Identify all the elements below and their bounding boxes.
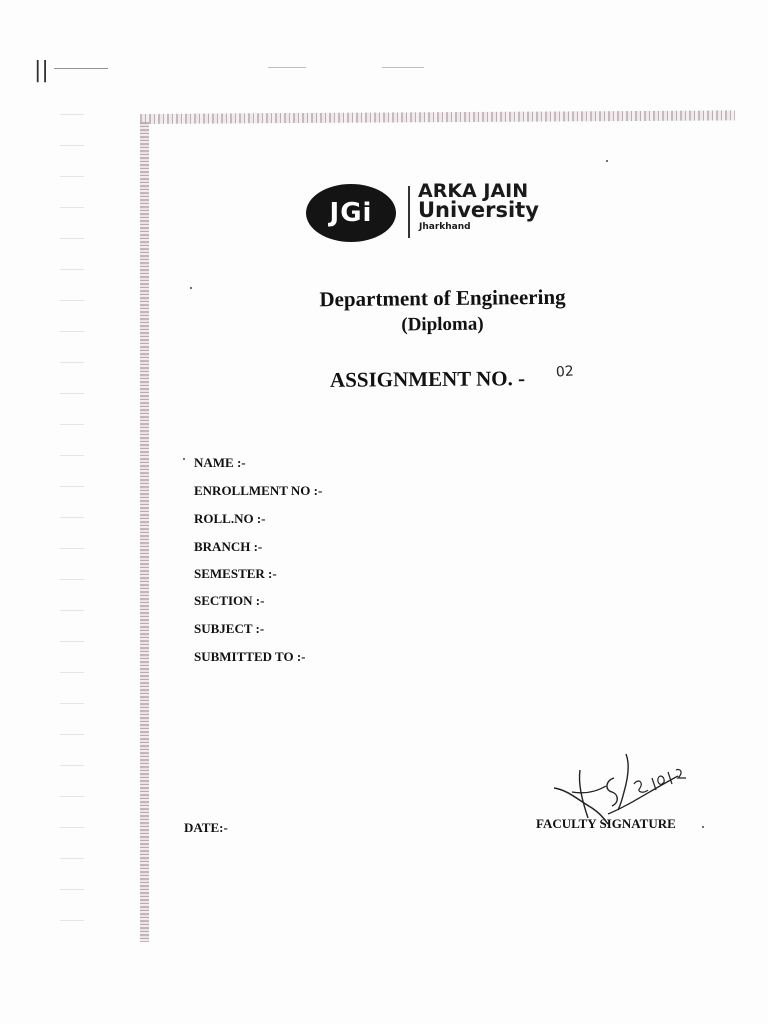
university-logo (306, 180, 566, 244)
university-location: Jharkhand (419, 222, 471, 232)
university-name-line1: ARKA JAIN (418, 180, 529, 202)
field-name: NAME :- (194, 455, 246, 470)
program-title: (Diploma) (401, 313, 484, 336)
field-semester: SEMESTER :- (194, 566, 277, 581)
margin-line (268, 67, 306, 68)
margin-mark: || (34, 58, 49, 83)
faculty-signature-label: FACULTY SIGNATURE (536, 816, 676, 831)
university-logo-icon (306, 184, 396, 242)
margin-line (382, 67, 424, 68)
field-roll-no: ROLL.NO :- (194, 511, 266, 526)
date-label: DATE:- (184, 820, 228, 835)
handwritten-signature-icon (548, 748, 693, 830)
field-branch: BRANCH :- (194, 539, 263, 554)
field-subject: SUBJECT :- (194, 621, 265, 636)
assignment-label: ASSIGNMENT NO. - (329, 366, 526, 392)
page-border-top (140, 110, 735, 124)
logo-divider (408, 186, 410, 238)
scan-speck (606, 160, 608, 162)
department-title: Department of Engineering (319, 284, 566, 312)
scan-speck (702, 826, 704, 828)
field-submitted-to: SUBMITTED TO :- (194, 649, 306, 664)
margin-line (54, 68, 108, 69)
field-enrollment-no: ENROLLMENT NO :- (194, 483, 323, 498)
scan-noise (60, 100, 84, 940)
logo-mark: JGi (329, 198, 373, 228)
page-border-left (140, 122, 149, 942)
scan-speck (183, 458, 185, 460)
assignment-number: 02 (555, 363, 575, 381)
field-section: SECTION :- (194, 593, 265, 608)
university-name-line2: University (418, 198, 539, 222)
scan-speck (190, 287, 192, 289)
